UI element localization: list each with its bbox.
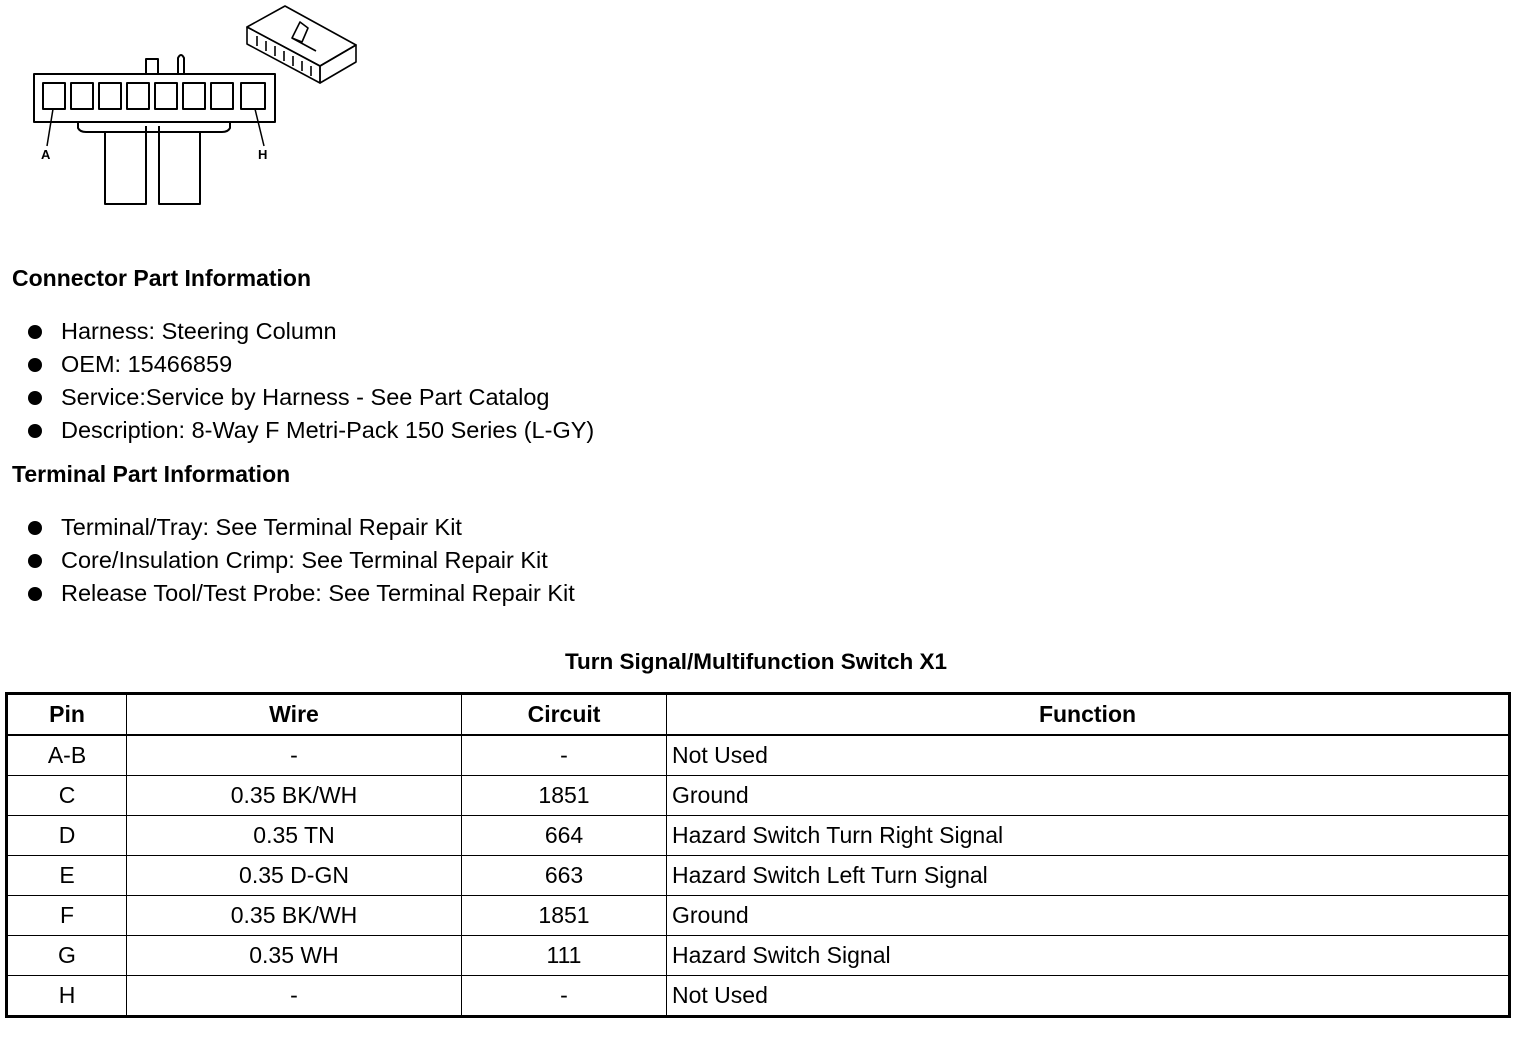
circuit-cell: - — [462, 976, 667, 1017]
list-item — [28, 544, 575, 577]
table-row — [7, 816, 1510, 856]
circuit-cell: 663 — [462, 856, 667, 896]
column-header-wire: Wire — [127, 694, 462, 736]
circuit-cell: 1851 — [462, 896, 667, 936]
pin-label-a: A — [41, 147, 51, 162]
list-item — [28, 414, 594, 447]
column-header-circuit: Circuit — [462, 694, 667, 736]
function-cell: Hazard Switch Left Turn Signal — [667, 856, 1510, 896]
table-row — [7, 776, 1510, 816]
circuit-cell: 111 — [462, 936, 667, 976]
bullet-icon — [28, 554, 42, 568]
bullet-icon — [28, 391, 42, 405]
bullet-icon — [28, 587, 42, 601]
wire-cell: - — [127, 976, 462, 1017]
list-item — [28, 511, 575, 544]
circuit-cell: 664 — [462, 816, 667, 856]
pin-cavities — [43, 83, 265, 109]
pin-cell: D — [7, 816, 127, 856]
pin-cell: H — [7, 976, 127, 1017]
table-row — [7, 936, 1510, 976]
pin-cell: F — [7, 896, 127, 936]
table-header-row — [7, 694, 1510, 736]
function-cell: Hazard Switch Signal — [667, 936, 1510, 976]
circuit-cell: - — [462, 735, 667, 776]
connector-info-text: OEM: 15466859 — [61, 350, 233, 377]
list-item — [28, 348, 594, 381]
pin-label-h: H — [258, 147, 268, 162]
wire-cell: 0.35 WH — [127, 936, 462, 976]
bullet-icon — [28, 325, 42, 339]
terminal-info-text: Release Tool/Test Probe: See Terminal Repair Kit — [61, 579, 575, 606]
bullet-icon — [28, 424, 42, 438]
pin-table-title: Turn Signal/Multifunction Switch X1 — [564, 649, 948, 674]
connector-diagram — [0, 0, 380, 215]
terminal-info-list — [28, 511, 575, 610]
list-item — [28, 577, 575, 610]
function-cell: Not Used — [667, 976, 1510, 1017]
list-item — [28, 381, 594, 414]
function-cell: Hazard Switch Turn Right Signal — [667, 816, 1510, 856]
connector-info-text: Harness: Steering Column — [61, 317, 337, 344]
wire-cell: 0.35 BK/WH — [127, 776, 462, 816]
function-cell: Ground — [667, 776, 1510, 816]
wire-cell: - — [127, 735, 462, 776]
pin-cell: C — [7, 776, 127, 816]
pin-cell: E — [7, 856, 127, 896]
list-item — [28, 315, 594, 348]
function-cell: Ground — [667, 896, 1510, 936]
connector-info-text: Description: 8-Way F Metri-Pack 150 Series (L-GY) — [61, 416, 595, 443]
bullet-icon — [28, 521, 42, 535]
wire-cell: 0.35 TN — [127, 816, 462, 856]
terminal-info-heading: Terminal Part Information — [12, 461, 291, 487]
wire-cell: 0.35 D-GN — [127, 856, 462, 896]
connector-info-list — [28, 315, 594, 447]
column-header-pin: Pin — [7, 694, 127, 736]
connector-isometric-view — [247, 6, 356, 83]
table-row — [7, 976, 1510, 1017]
bullet-icon — [28, 358, 42, 372]
pin-cell: G — [7, 936, 127, 976]
table-row — [7, 856, 1510, 896]
function-cell: Not Used — [667, 735, 1510, 776]
wire-cell: 0.35 BK/WH — [127, 896, 462, 936]
column-header-function: Function — [667, 694, 1510, 736]
pin-cell: A-B — [7, 735, 127, 776]
table-row — [7, 896, 1510, 936]
connector-info-text: Service:Service by Harness - See Part Catalog — [61, 383, 550, 410]
connector-info-heading: Connector Part Information — [12, 265, 312, 291]
terminal-info-text: Core/Insulation Crimp: See Terminal Repair Kit — [61, 546, 548, 573]
circuit-cell: 1851 — [462, 776, 667, 816]
pin-table — [5, 692, 1511, 1018]
table-row — [7, 735, 1510, 776]
connector-face-view — [34, 55, 275, 204]
terminal-info-text: Terminal/Tray: See Terminal Repair Kit — [61, 513, 462, 540]
